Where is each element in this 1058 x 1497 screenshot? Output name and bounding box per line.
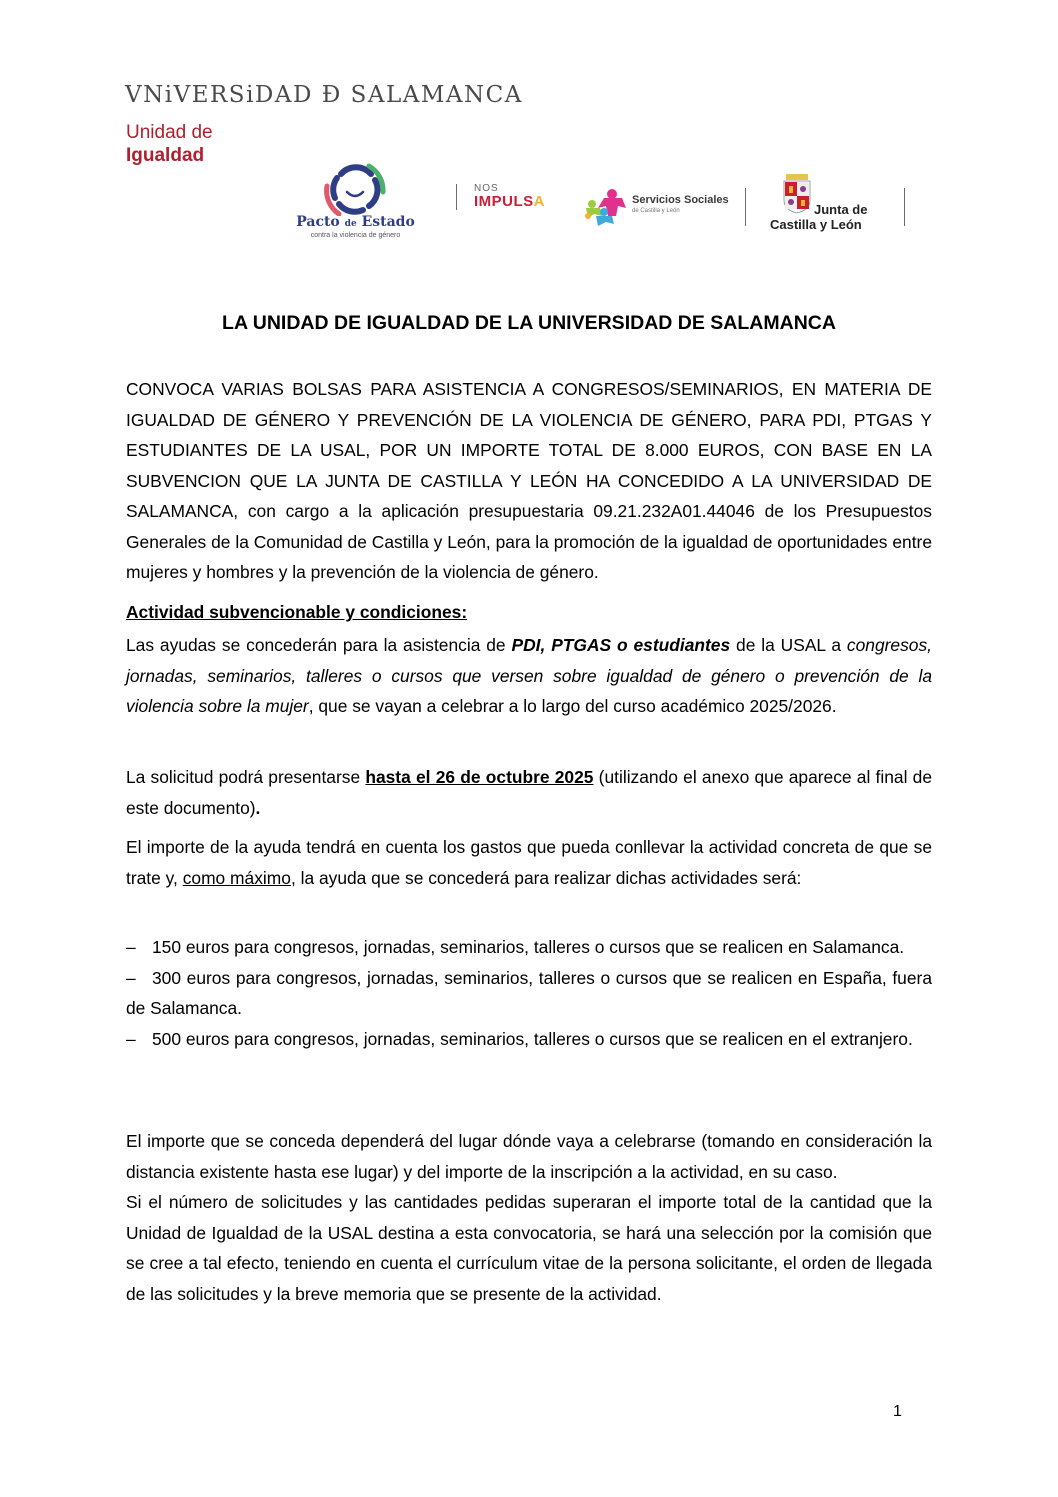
nos-impulsa-logo: NOS IMPULSA [474, 183, 546, 210]
logo-divider [745, 188, 746, 226]
sponsor-logos-bar [0, 160, 1058, 245]
pacto-subtitle: contra la violencia de género [310, 232, 401, 239]
eligibility-paragraph: Las ayudas se concederán para la asistencia de PDI, PTGAS o estudiantes de la USAL a congresos, jornadas, seminarios, talleres o cursos que versen sobre igualdad de género o prevención de la violencia sobre la mujer, que se vayan a celebrar a lo largo del curso académico 2025/2026. [126, 635, 932, 716]
document-title: LA UNIDAD DE IGUALDAD DE LA UNIVERSIDAD DE SALAMANCA [222, 312, 836, 334]
unit-name-line1: Unidad de [126, 122, 213, 143]
logo-divider [456, 184, 457, 210]
deadline-date: hasta el 26 de octubre 2025 [365, 767, 594, 787]
amount-criteria-paragraph: El importe que se conceda dependerá del lugar dónde vaya a celebrarse (tomando en consideración la distancia existente hasta ese lugar) y del importe de la inscripción a la actividad, en su caso. Si el número de solicitudes y las cantidades pedidas superaran el importe total de la cantidad que la Unidad de Igualdad de la USAL destina a esta convocatoria, se hará una selección por la comisión que se cree a tal efecto, teniendo en cuenta el currículum vitae de la persona solicitante, el orden de llegada de las solicitudes y la breve memoria que se presente de la actividad. [126, 1131, 932, 1304]
pacto-de-estado-logo [283, 162, 428, 242]
list-item: – 300 euros para congresos, jornadas, seminarios, talleres o cursos que se realicen en España, fuera de Salamanca. [126, 963, 932, 1024]
list-item: – 150 euros para congresos, jornadas, seminarios, talleres o cursos que se realicen en Salamanca. [126, 932, 932, 963]
amount-paragraph: El importe de la ayuda tendrá en cuenta los gastos que pueda conllevar la actividad concreta de que se trate y, como máximo, la ayuda que se concederá para realizar dichas actividades será: [126, 837, 932, 888]
list-item: – 500 euros para congresos, jornadas, seminarios, talleres o cursos que se realicen en el extranjero. [126, 1024, 932, 1055]
dash-bullet: – [126, 937, 136, 957]
dash-bullet: – [126, 967, 136, 988]
children-figures-logo-icon [582, 186, 632, 226]
intro-paragraph: CONVOCA VARIAS BOLSAS PARA ASISTENCIA A CONGRESOS/SEMINARIOS, EN MATERIA DE IGUALDAD DE GÉNERO Y PREVENCIÓN DE LA VIOLENCIA DE GÉNERO, PARA PDI, PTGAS Y ESTUDIANTES DE LA USAL, POR UN IMPORTE TOTAL DE 8.000 EUROS, CON BASE EN LA SUBVENCION QUE LA JUNTA DE CASTILLA Y LEÓN HA CONCEDIDO A LA UNIVERSIDAD DE SALAMANCA, con cargo a la aplicación presupuestaria 09.21.232A01.44046 de los Presupuestos Generales de la Comunidad de Castilla y León, para la promoción de la igualdad de oportunidades entre mujeres y hombres y la prevención de la violencia de género. [126, 379, 932, 582]
deadline-paragraph: La solicitud podrá presentarse hasta el 26 de octubre 2025 (utilizando el anexo que aparece al final de este documento). [126, 767, 932, 818]
pacto-title: Pacto de Estado [296, 214, 415, 230]
logo-divider [904, 188, 905, 226]
amount-list [126, 932, 932, 1054]
university-logo-text: VNiVERSiDAD Ð SALAMANCA [125, 82, 523, 108]
page-number: 1 [893, 1403, 902, 1420]
dash-bullet: – [126, 1028, 136, 1049]
coat-of-arms-icon [780, 174, 814, 214]
servicios-sociales-logo: Servicios Sociales de Castilla y León [582, 182, 732, 227]
unit-name-line2: Igualdad [126, 145, 205, 166]
smile-circle-logo-icon [283, 162, 428, 216]
section-heading: Actividad subvencionable y condiciones: [126, 602, 468, 622]
junta-castilla-leon-logo: Junta de Castilla y León [768, 174, 898, 234]
